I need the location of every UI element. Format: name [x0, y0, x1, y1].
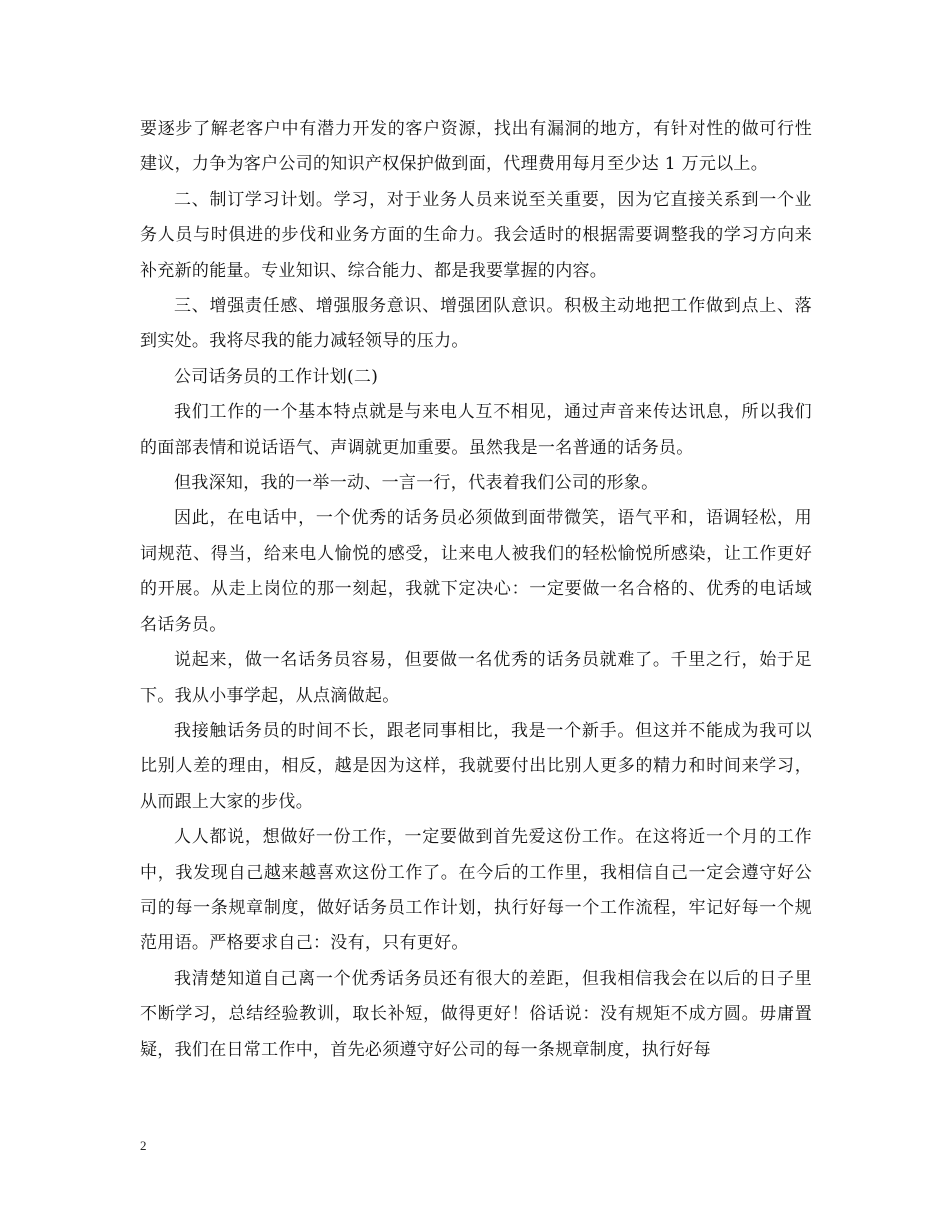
paragraph-1: 要逐步了解老客户中有潜力开发的客户资源，找出有漏洞的地方，有针对性的做可行性建议，力争为客户公司的知识产权保护做到面，代理费用每月至少达 1 万元以上。 [140, 119, 812, 175]
paragraph-2: 二、制订学习计划。学习，对于业务人员来说至关重要，因为它直接关系到一个业务人员与时俱进的步伐和业务方面的生命力。我会适时的根据需要调整我的学习方向来补充新的能量。专业知识、综合能力、都是我要掌握的内容。 [140, 189, 812, 281]
page-number: 2 [140, 1138, 147, 1153]
paragraph-3: 三、增强责任感、增强服务意识、增强团队意识。积极主动地把工作做到点上、落到实处。我将尽我的能力减轻领导的压力。 [140, 296, 812, 352]
paragraph-5: 我们工作的一个基本特点就是与来电人互不相见，通过声音来传达讯息，所以我们的面部表情和说话语气、声调就更加重要。虽然我是一名普通的话务员。 [140, 402, 812, 458]
document-body [140, 112, 812, 1068]
paragraph-11: 我清楚知道自己离一个优秀话务员还有很大的差距，但我相信我会在以后的日子里不断学习，总结经验教训，取长补短，做得更好！俗话说：没有规矩不成方圆。毋庸置疑，我们在日常工作中，首先必须遵守好公司的每一条规章制度，执行好每 [140, 968, 812, 1060]
paragraph-7: 因此，在电话中，一个优秀的话务员必须做到面带微笑，语气平和，语调轻松，用词规范、得当，给来电人愉悦的感受，让来电人被我们的轻松愉悦所感染，让工作更好的开展。从走上岗位的那一刻起，我就下定决心：一定要做一名合格的、优秀的电话域名话务员。 [140, 508, 812, 635]
paragraph-8: 说起来，做一名话务员容易，但要做一名优秀的话务员就难了。千里之行，始于足下。我从小事学起，从点滴做起。 [140, 650, 812, 706]
paragraph-9: 我接触话务员的时间不长，跟老同事相比，我是一个新手。但这并不能成为我可以比别人差的理由，相反，越是因为这样，我就要付出比别人更多的精力和时间来学习，从而跟上大家的步伐。 [140, 720, 812, 812]
section-heading: 公司话务员的工作计划(二) [174, 366, 379, 387]
paragraph-6: 但我深知，我的一举一动、一言一行，代表着我们公司的形象。 [174, 473, 659, 494]
paragraph-10: 人人都说，想做好一份工作，一定要做到首先爱这份工作。在这将近一个月的工作中，我发现自己越来越喜欢这份工作了。在今后的工作里，我相信自己一定会遵守好公司的每一条规章制度，做好话务员工作计划，执行好每一个工作流程，牢记好每一个规范用语。严格要求自己：没有，只有更好。 [140, 827, 812, 954]
